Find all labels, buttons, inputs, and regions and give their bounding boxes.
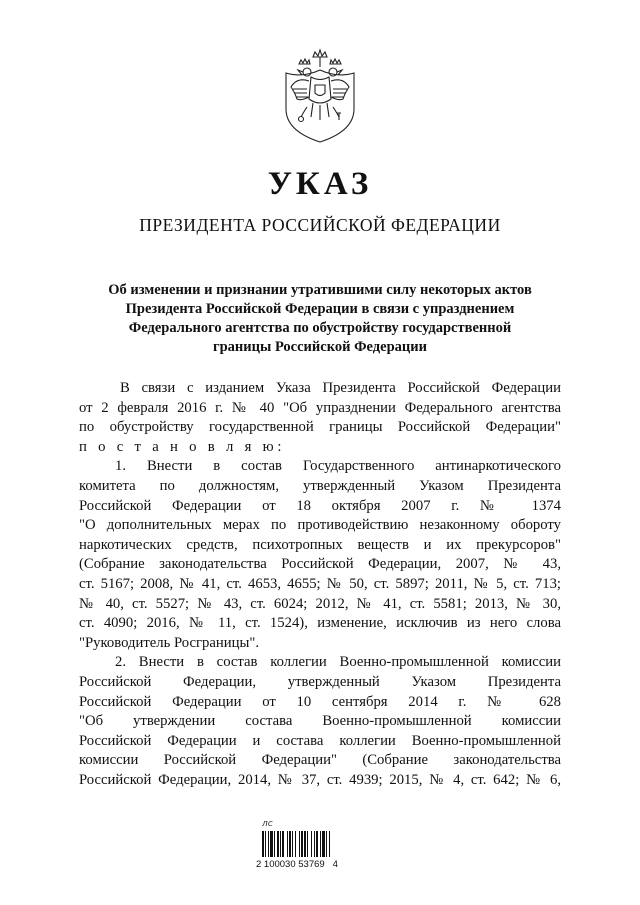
- body-line: Российской Федерации, 2014, № 37, ст. 4939; 2015, № 4, ст. 642; № 6,: [79, 771, 561, 788]
- body-line: комиссии Российской Федерации" (Собрание законодательства: [79, 752, 561, 769]
- body-line: Российской Федерации от 10 сентября 2014 г. № 628: [79, 693, 561, 710]
- document-title: УКАЗ: [267, 166, 373, 202]
- coat-of-arms-emblem: [277, 47, 363, 145]
- body-line: наркотических средств, психотропных веществ и их прекурсоров": [79, 536, 561, 553]
- barcode-mark: лс: [262, 819, 273, 829]
- body-line: Российской Федерации и состава коллегии Военно-промышленной: [79, 732, 561, 749]
- body-line: "Об утверждении состава Военно-промышленной комиссии: [79, 713, 561, 730]
- body-line: от 2 февраля 2016 г. № 40 "Об упразднении Федерального агентства: [79, 399, 561, 416]
- decree-body-text: [79, 379, 561, 790]
- body-line: по обустройству государственной границы Российской Федерации": [79, 419, 561, 436]
- double-headed-eagle-icon: [277, 47, 363, 145]
- document-subtitle: ПРЕЗИДЕНТА РОССИЙСКОЙ ФЕДЕРАЦИИ: [139, 215, 501, 235]
- body-line: ст. 4090; 2016, № 11, ст. 1524), изменение, исключив из него слова: [79, 615, 561, 632]
- body-line: Российской Федерации, утвержденный Указом Президента: [79, 673, 561, 690]
- body-line: "Руководитель Росграницы".: [79, 634, 259, 651]
- body-line: В связи с изданием Указа Президента Российской Федерации: [120, 380, 561, 396]
- decree-heading: [70, 281, 570, 357]
- heading-line: Президента Российской Федерации в связи с упразднением: [125, 301, 515, 317]
- body-line: № 40, ст. 5527; № 43, ст. 6024; 2012, № 41, ст. 5581; 2013, № 30,: [79, 595, 561, 612]
- barcode-block: [248, 819, 388, 879]
- body-line: ст. 5167; 2008, № 41, ст. 4653, 4655; № 50, ст. 5897; 2011, № 5, ст. 713;: [79, 575, 561, 592]
- body-line: комитета по должностям, утвержденный Указом Президента: [79, 477, 561, 494]
- body-line: (Собрание законодательства Российской Федерации, 2007, № 43,: [79, 556, 561, 573]
- body-line: 2. Внести в состав коллегии Военно-промышленной комиссии: [115, 654, 561, 671]
- body-line: Российской Федерации от 18 октября 2007 г. № 1374: [79, 497, 561, 514]
- heading-line: Федерального агентства по обустройству государственной: [128, 320, 512, 336]
- heading-line: Об изменении и признании утратившими силу некоторых актов: [108, 282, 532, 298]
- barcode-number: 2 100030 53769 4: [256, 859, 338, 870]
- barcode-icon: [262, 831, 358, 857]
- heading-line: границы Российской Федерации: [213, 339, 427, 355]
- body-line: п о с т а н о в л я ю:: [79, 438, 286, 455]
- body-line: "О дополнительных мерах по противодействию незаконному обороту: [79, 517, 561, 534]
- body-line: 1. Внести в состав Государственного антинаркотического: [115, 458, 561, 475]
